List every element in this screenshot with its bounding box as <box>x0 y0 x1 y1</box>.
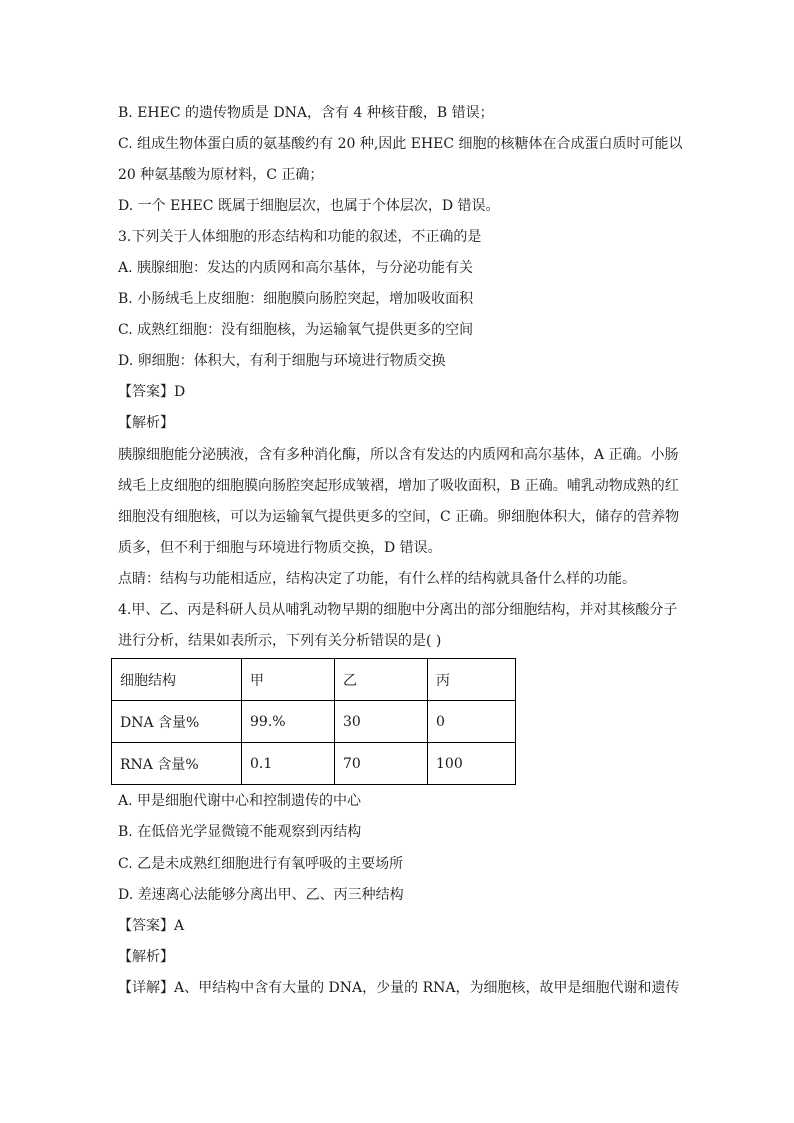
analysis-label: 【解析】 <box>118 415 174 431</box>
analysis-label: 【解析】 <box>118 949 174 965</box>
text-line: 绒毛上皮细胞的细胞膜向肠腔突起形成皱褶，增加了吸收面积，B 正确。哺乳动物成熟的红 <box>118 478 679 494</box>
table-cell: 0 <box>428 701 516 743</box>
table-cell: DNA 含量% <box>112 701 242 743</box>
answer-label: 【答案】A <box>118 918 185 934</box>
question-3-option-b: B. 小肠绒毛上皮细胞：细胞膜向肠腔突起，增加吸收面积 <box>118 291 474 307</box>
table-cell: 70 <box>335 743 428 785</box>
question-3-option-c: C. 成熟红细胞：没有细胞核，为运输氧气提供更多的空间 <box>118 322 474 338</box>
table-cell: 30 <box>335 701 428 743</box>
text-line: 细胞没有细胞核，可以为运输氧气提供更多的空间，C 正确。卵细胞体积大，储存的营养物 <box>118 509 680 525</box>
answer-label: 【答案】D <box>118 384 186 400</box>
table-cell: 100 <box>428 743 516 785</box>
text-line: B. EHEC 的遗传物质是 DNA，含有 4 种核苷酸，B 错误； <box>118 105 494 121</box>
table-row <box>112 701 516 743</box>
text-line: C. 组成生物体蛋白质的氨基酸约有 20 种,因此 EHEC 细胞的核糖体在合成蛋白质时可能以 <box>118 136 683 152</box>
table-header-cell: 细胞结构 <box>112 659 242 701</box>
question-4-stem: 进行分析，结果如表所示，下列有关分析错误的是( ) <box>118 633 442 649</box>
note-line: 点睛：结构与功能相适应，结构决定了功能，有什么样的结构就具备什么样的功能。 <box>118 571 636 587</box>
question-3-option-a: A. 胰腺细胞：发达的内质网和高尔基体，与分泌功能有关 <box>118 260 474 276</box>
question-3-option-d: D. 卵细胞：体积大，有利于细胞与环境进行物质交换 <box>118 353 446 369</box>
question-4-option-c: C. 乙是未成熟红细胞进行有氧呼吸的主要场所 <box>118 856 404 872</box>
question-4-stem: 4.甲、乙、丙是科研人员从哺乳动物早期的细胞中分离出的部分细胞结构，并对其核酸分子 <box>118 602 678 618</box>
text-line: D. 一个 EHEC 既属于细胞层次，也属于个体层次，D 错误。 <box>118 198 500 214</box>
nucleic-acid-table <box>111 658 516 785</box>
table-cell: 0.1 <box>242 743 335 785</box>
table-header-cell: 甲 <box>242 659 335 701</box>
question-4-option-b: B. 在低倍光学显微镜不能观察到丙结构 <box>118 824 362 840</box>
table-cell: 99.% <box>242 701 335 743</box>
text-line: 胰腺细胞能分泌胰液，含有多种消化酶，所以含有发达的内质网和高尔基体，A 正确。小肠 <box>118 447 679 463</box>
table-header-cell: 乙 <box>335 659 428 701</box>
question-4-option-a: A. 甲是细胞代谢中心和控制遗传的中心 <box>118 793 362 809</box>
table-cell: RNA 含量% <box>112 743 242 785</box>
question-3-stem: 3.下列关于人体细胞的形态结构和功能的叙述，不正确的是 <box>118 229 482 245</box>
table-row <box>112 743 516 785</box>
detail-line: 【详解】A、甲结构中含有大量的 DNA，少量的 RNA，为细胞核，故甲是细胞代谢和遗传 <box>118 980 680 996</box>
table-header-cell: 丙 <box>428 659 516 701</box>
table-header-row <box>112 659 516 701</box>
text-line: 20 种氨基酸为原材料，C 正确； <box>118 167 324 183</box>
text-line: 质多，但不利于细胞与环境进行物质交换，D 错误。 <box>118 540 442 556</box>
question-4-option-d: D. 差速离心法能够分离出甲、乙、丙三种结构 <box>118 887 404 903</box>
